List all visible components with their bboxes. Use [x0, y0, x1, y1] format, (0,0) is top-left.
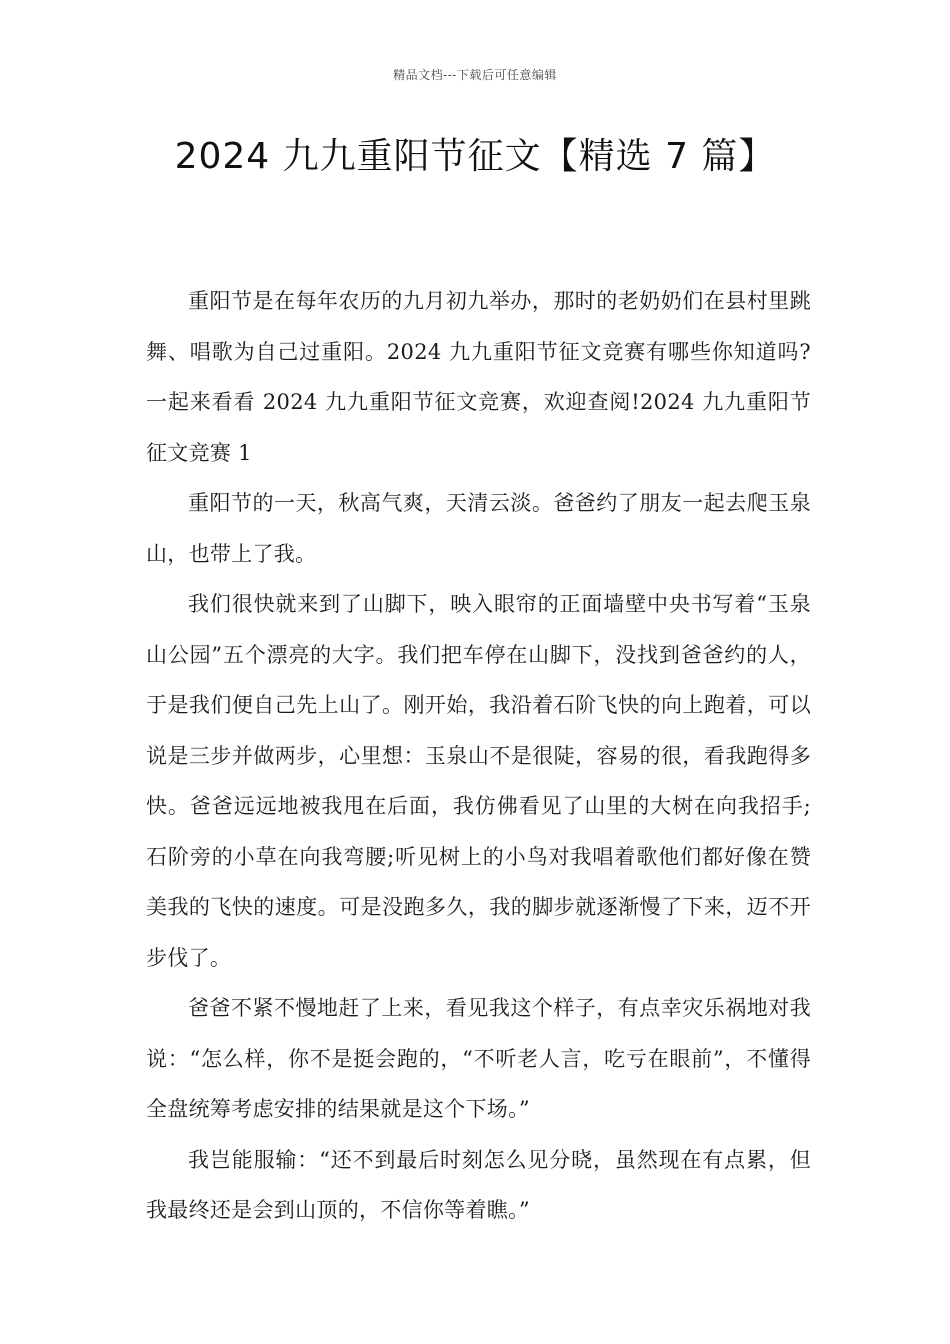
document-body: [146, 276, 811, 1236]
document-title: 2024 九九重阳节征文【精选 7 篇】: [174, 136, 776, 177]
paragraph: 爸爸不紧不慢地赶了上来，看见我这个样子，有点幸灾乐祸地对我说：“怎么样，你不是挺会跑的，“不听老人言，吃亏在眼前”，不懂得全盘统筹考虑安排的结果就是这个下场。”: [146, 996, 811, 1121]
paragraph: 我岂能服输：“还不到最后时刻怎么见分晓，虽然现在有点累，但我最终还是会到山顶的，不信你等着瞧。”: [146, 1147, 811, 1222]
paragraph: 我们很快就来到了山脚下，映入眼帘的正面墙壁中央书写着“玉泉山公园”五个漂亮的大字。我们把车停在山脚下，没找到爸爸约的人，于是我们便自己先上山了。刚开始，我沿着石阶飞快的向上跑着，可以说是三步并做两步，心里想：玉泉山不是很陡，容易的很，看我跑得多快。爸爸远远地被我甩在后面，我仿佛看见了山里的大树在向我招手;石阶旁的小草在向我弯腰;听见树上的小鸟对我唱着歌他们都好像在赞美我的飞快的速度。可是没跑多久，我的脚步就逐渐慢了下来，迈不开步伐了。: [146, 592, 811, 970]
paragraph: 重阳节的一天，秋高气爽，天清云淡。爸爸约了朋友一起去爬玉泉山，也带上了我。: [146, 491, 811, 566]
header-note: 精品文档---下载后可任意编辑: [393, 68, 557, 82]
paragraph-intro: 重阳节是在每年农历的九月初九举办，那时的老奶奶们在县村里跳舞、唱歌为自己过重阳。2024 九九重阳节征文竞赛有哪些你知道吗?一起来看看 2024 九九重阳节征文竞赛，欢迎查阅!2024 九九重阳节征文竞赛 1: [146, 289, 811, 465]
